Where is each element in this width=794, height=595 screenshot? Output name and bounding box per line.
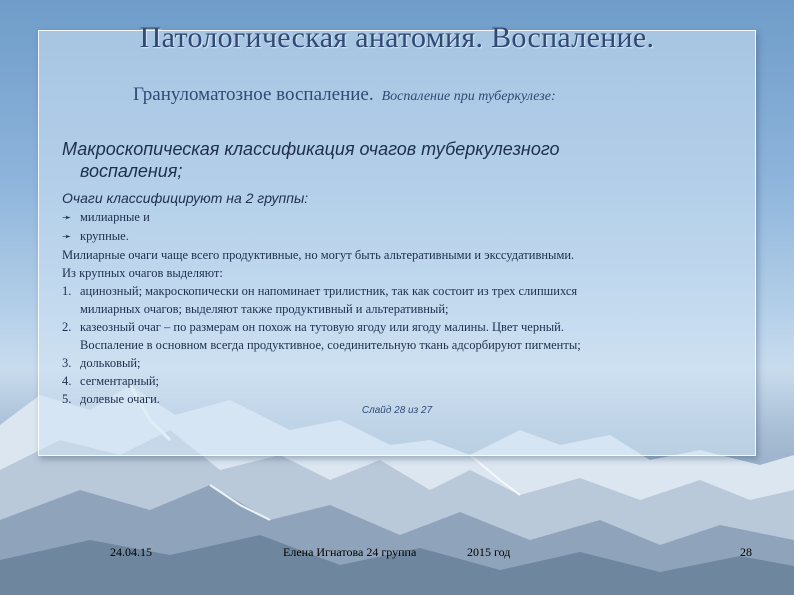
footer-page-number: 28 bbox=[740, 545, 752, 559]
list-item: 5. долевые очаги. bbox=[62, 392, 160, 406]
slide-subtitle bbox=[133, 84, 556, 106]
subtitle-note: Воспаление при туберкулезе: bbox=[381, 89, 556, 104]
list-item-continuation: Воспаление в основном всегда продуктивное, соединительную ткань адсорбируют пигменты; bbox=[80, 338, 581, 352]
footer-date: 24.04.15 bbox=[110, 545, 152, 559]
list-item: 4. сегментарный; bbox=[62, 374, 160, 388]
arrow-bullet-icon: ➛ bbox=[62, 212, 72, 224]
list-item: 2. казеозный очаг – по размерам он похож на тутовую ягоду или ягоду малины. Цвет черный. bbox=[62, 320, 564, 334]
bullet-item: ➛ милиарные и bbox=[62, 208, 752, 227]
list-item-continuation: милиарных очагов; выделяют также продуктивный и альтеративный; bbox=[80, 302, 449, 316]
slide-title: Патологическая анатомия. Воспаление. bbox=[139, 21, 655, 54]
miliary-text: Милиарные очаги чаще всего продуктивные, но могут быть альтеративными и экссудативными. bbox=[62, 248, 575, 262]
classification-heading bbox=[62, 138, 722, 182]
subtitle-main: Грануломатозное воспаление. bbox=[133, 84, 374, 105]
list-item: 1. ацинозный; макроскопически он напоминает трилистник, так как состоит из трех слипшихся bbox=[62, 284, 578, 298]
large-foci-text: Из крупных очагов выделяют: bbox=[62, 266, 223, 280]
groups-intro: Очаги классифицируют на 2 группы: bbox=[62, 190, 309, 206]
bullet-item: ➛ крупные. bbox=[62, 227, 752, 246]
list-item: 3. дольковый; bbox=[62, 356, 141, 370]
footer-author: Елена Игнатова 24 группа bbox=[283, 545, 417, 559]
arrow-bullet-icon: ➛ bbox=[62, 231, 72, 243]
footer-year: 2015 год bbox=[467, 545, 511, 559]
slide-body bbox=[62, 208, 752, 408]
heading-line-1: Макроскопическая классификация очагов туберкулезного bbox=[62, 139, 560, 159]
heading-line-2: воспаления; bbox=[80, 161, 183, 181]
slide-counter: Слайд 28 из 27 bbox=[361, 405, 433, 416]
